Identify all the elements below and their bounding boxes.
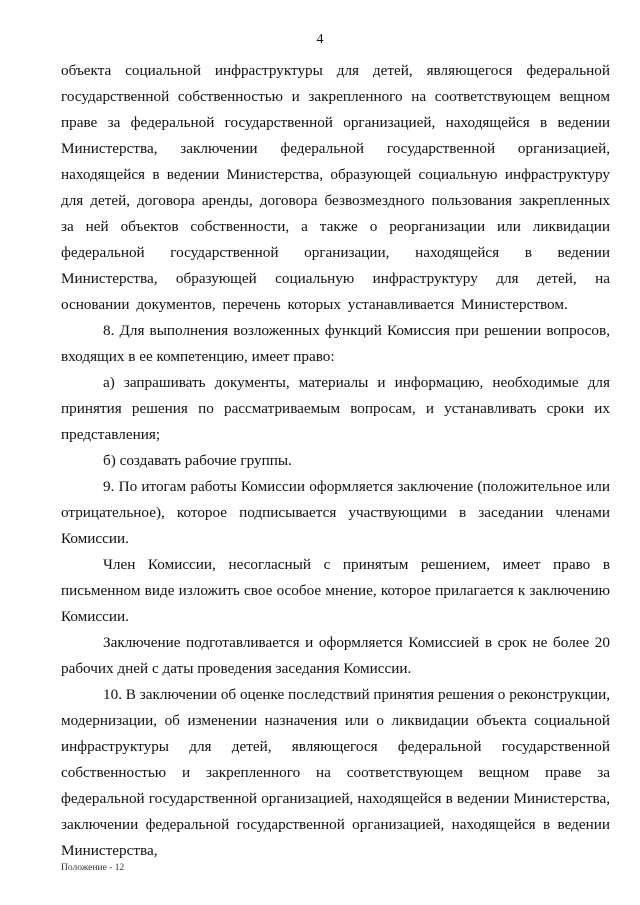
paragraph-item-8: 8. Для выполнения возложенных функций Комиссия при решении вопросов, входящих в ее компетенцию, имеет право: [61,322,610,365]
paragraph-item-10: 10. В заключении об оценке последствий принятия решения о реконструкции, модернизации, об изменении назначения или о ликвидации объекта социальной инфраструктуры для детей, являющегося федеральной государственной собственностью и закрепленного на соответствующем вещном праве за федеральной государственной организацией, находящейся в ведении Министерства, заключении федеральной государственной организацией, находящейся в ведении Министерства, [61,686,610,859]
paragraph-continuation: объекта социальной инфраструктуры для детей, являющегося федеральной государственной собственностью и закрепленного на соответствующем вещном праве за федеральной государственной организацией, находящейся в ведении Министерства, заключении федеральной государственной организацией, находящейся в ведении Министерства, образующей социальную инфраструктуру для детей, договора аренды, договора безвозмездного пользования закрепленных за ней объектов собственности, а также о реорганизации или ликвидации федеральной государственной организации, находящейся в ведении Министерства, образующей социальную инфраструктуру для детей, на основании документов, перечень которых устанавливается Министерством. [61,62,610,313]
page-number: 4 [316,32,324,47]
paragraph-subitem-b: б) создавать рабочие группы. [103,452,292,469]
paragraph-dissent: Член Комиссии, несогласный с принятым решением, имеет право в письменном виде изложить свое особое мнение, которое прилагается к заключению Комиссии. [61,556,610,625]
footer-document-reference: Положение - 12 [61,863,125,873]
paragraph-deadline: Заключение подготавливается и оформляется Комиссией в срок не более 20 рабочих дней с даты проведения заседания Комиссии. [61,634,610,677]
document-body [61,58,610,864]
paragraph-subitem-a: а) запрашивать документы, материалы и информацию, необходимые для принятия решения по рассматриваемым вопросам, и устанавливать сроки их представления; [61,374,610,443]
paragraph-item-9: 9. По итогам работы Комиссии оформляется заключение (положительное или отрицательное), которое подписывается участвующими в заседании членами Комиссии. [61,478,610,547]
